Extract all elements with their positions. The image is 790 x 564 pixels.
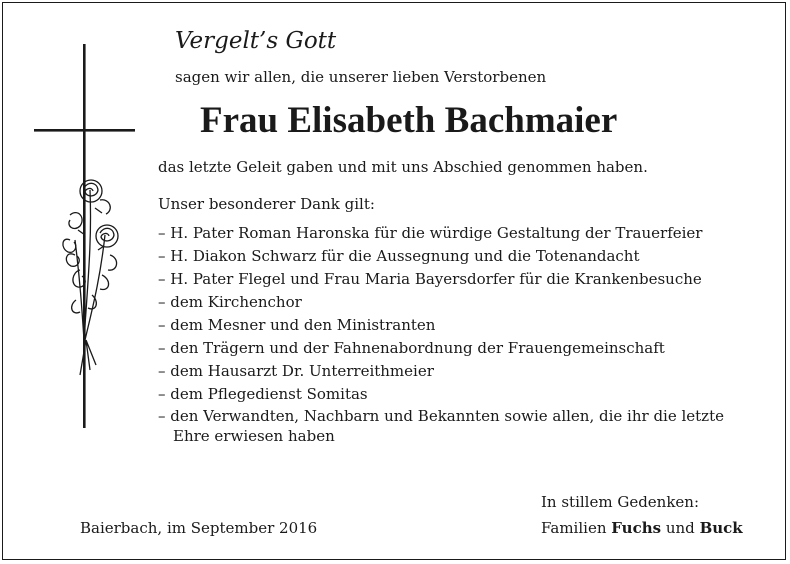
family-name-fuchs: Fuchs: [611, 519, 662, 537]
list-item: – dem Pflegedienst Somitas: [158, 385, 368, 403]
thanks-heading: Unser besonderer Dank gilt:: [158, 195, 375, 213]
family-name-buck: Buck: [699, 519, 743, 537]
family-joiner: und: [665, 519, 695, 537]
roses-icon: [63, 180, 118, 375]
list-item: – H. Pater Flegel und Frau Maria Bayersdorfer für die Krankenbesuche: [158, 270, 702, 288]
list-item: – den Verwandten, Nachbarn und Bekannten sowie allen, die ihr die letzte Ehre erwiesen haben: [158, 407, 724, 445]
list-item: – den Trägern und der Fahnenabordnung der Frauengemeinschaft: [158, 339, 665, 357]
thanks-list: [158, 222, 763, 446]
list-item: – dem Mesner und den Ministranten: [158, 316, 436, 334]
family-prefix: Familien: [541, 519, 607, 537]
deceased-name: Frau Elisabeth Bachmaier: [200, 100, 618, 141]
in-memory-text: In stillem Gedenken:: [541, 493, 700, 511]
intro-text: sagen wir allen, die unserer lieben Verstorbenen: [175, 68, 547, 86]
list-item: – H. Diakon Schwarz für die Aussegnung und die Totenandacht: [158, 247, 640, 265]
list-item: – dem Hausarzt Dr. Unterreithmeier: [158, 362, 434, 380]
place-date: Baierbach, im September 2016: [80, 519, 318, 537]
closing-text: das letzte Geleit gaben und mit uns Abschied genommen haben.: [158, 158, 648, 176]
list-item: – dem Kirchenchor: [158, 293, 302, 311]
heading-vergelts-gott: Vergelt’s Gott: [175, 28, 337, 54]
cross-icon: [34, 44, 135, 428]
family-signature: [541, 519, 743, 537]
list-item: – H. Pater Roman Haronska für die würdige Gestaltung der Trauerfeier: [158, 224, 703, 242]
cross-with-roses: [30, 40, 150, 440]
